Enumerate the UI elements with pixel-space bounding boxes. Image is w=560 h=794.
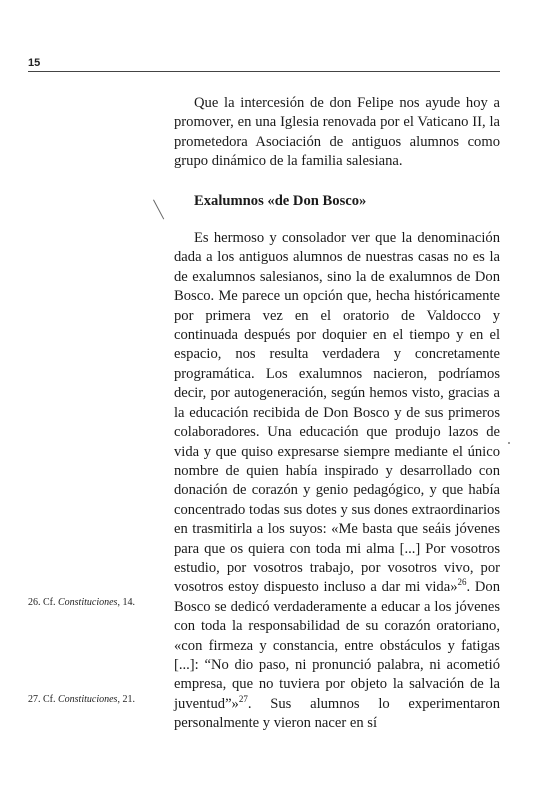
margin-note-work: Constituciones [58, 597, 118, 608]
margin-note-prefix: Cf. [43, 694, 56, 705]
pencil-mark [153, 200, 164, 220]
body-text-part1: Es hermoso y consolador ver que la denominación dada a los antiguos alumnos de nuestras casas no es la de exalumnos salesianos, sino la de exalumnos de Don Bosco. Me parece un opción que, hecha históricamente por primera vez en el oratorio de Valdocco y continuada después por doquier en el tiempo y en el espacio, nos resulta verdadera y concretamente programática. Los exalumnos nacieron, podríamos decir, por autogeneración, según hemos visto, gracias a la educación recibida de Don Bosco y de sus primeros colaboradores. Una educación que produjo lazos de vida y que quiso expresarse siempre mediante el único nombre de quien había inspirado y desarrollado con donación de corazón y genio pedagógico, y que había concentrado todas sus dotes y sus dones extraordinarios en trasmitirla a los suyos: «Me basta que seáis jóvenes para que os quiera con toda mi alma [...] Por vosotros estudio, por vosotros trabajo, por vosotros vivo, por vosotros estoy dispuesto incluso a dar mi vida» [174, 230, 500, 596]
section-heading-block [174, 192, 500, 211]
margin-note-number: 27. [28, 694, 41, 705]
main-text-column [174, 94, 500, 734]
section-heading: Exalumnos «de Don Bosco» [194, 192, 367, 209]
margin-note-27 [28, 694, 168, 705]
margin-note-26 [28, 597, 168, 608]
body-text-part2: . Don Bosco se dedicó verdaderamente a educar a los jóvenes con toda la responsabilidad de su corazón oratoriano, «con firmeza y constancia, entre obstáculos y fatigas [...]: “No dio paso, ni pronunció palabra, ni acometió empresa, que no tuviera por objeto la salvación de la juventud”» [174, 579, 500, 712]
footnote-ref-27: 27 [238, 693, 248, 704]
margin-note-page: , 14. [117, 597, 135, 608]
section-body-paragraph [174, 229, 500, 734]
margin-note-work: Constituciones [58, 694, 118, 705]
page-number: 15 [28, 57, 41, 69]
footnote-ref-26: 26 [457, 577, 467, 588]
header-rule [28, 71, 500, 72]
body-text-part3: . Sus alumnos lo experimentaron personalmente y vieron nacer en sí [174, 695, 500, 732]
intro-paragraph: Que la intercesión de don Felipe nos ayude hoy a promover, en una Iglesia renovada por el Vaticano II, la prometedora Asociación de antiguos alumnos como grupo dinámico de la familia salesiana. [174, 95, 500, 170]
margin-note-number: 26. [28, 597, 41, 608]
margin-note-page: , 21. [117, 694, 135, 705]
margin-note-prefix: Cf. [43, 597, 56, 608]
scan-speck [508, 442, 510, 444]
